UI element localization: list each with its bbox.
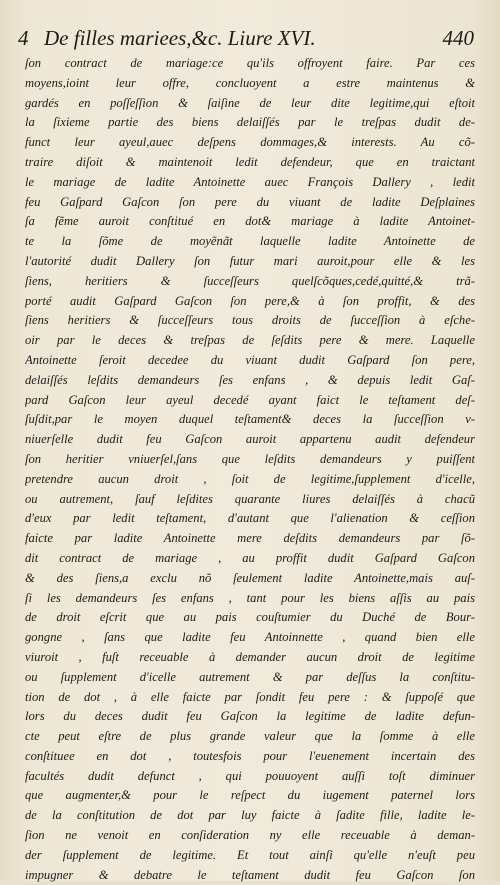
text-line: pretendre aucun droit , ſoit de legitime,ſupplement d'icelle,: [25, 471, 475, 486]
text-line: porté audit Gaſpard Gaſcon ſon pere,& à ſon proffit, & des: [25, 293, 475, 308]
text-line: oir par le deces & treſpas de ſeſdits pere & mere. Laquelle: [25, 333, 475, 348]
text-line: ſiens heritiers & ſucceſſeurs tous droits de ſucceſſion à eſche-: [25, 313, 475, 328]
text-line: cte peut eſtre de plus grande valeur que la ſomme à elle: [25, 729, 475, 744]
text-line: der ſupplement de legitime. Et tout ainſi qu'elle n'euſt peu: [25, 847, 475, 862]
text-line: ſion ne venoit en conſideration ny elle receuable à deman-: [25, 828, 475, 843]
text-line: ſi les demandeurs ſes enfans , tant pour les biens aſſis au pais: [25, 590, 475, 605]
text-line: ſuſdit,par le moyen duquel teſtament& deces la ſucceſſion v-: [25, 412, 475, 427]
text-line: pard Gaſcon leur ayeul decedé ayant faict le teſtament deſ-: [25, 392, 475, 407]
text-line: ou ſupplement d'icelle autrement & par deſſus la conſtitu-: [25, 669, 475, 684]
text-line: traire diſoit & maintenoit ledit defendeur, que en traictant: [25, 154, 475, 169]
text-line: te la ſõme de moyẽnãt laquelle ladite Antoinette de: [25, 234, 475, 249]
text-line: d'eux par ledit teſtament, d'autant que l'alienation & ceſſion: [25, 511, 475, 526]
text-line: ſiens, heritiers & ſucceſſeurs quelſcõques,cedé,quitté,& trã-: [25, 273, 475, 288]
text-line: de droit eſcrit que au pais couſtumier du Duché de Bour-: [25, 610, 475, 625]
text-line: ſa fẽme auroit conſtitué en dot& mariage à ladite Antoinet-: [25, 214, 475, 229]
text-line: la ſixieme partie des biens delaiſſés par le treſpas dudit de-: [25, 115, 475, 130]
text-line: Antoinette ſeroit decedee du viuant dudit Gaſpard ſon pere,: [25, 352, 475, 367]
text-line: de la conſtitution de dot par luy faicte à ſadite fille, ladite le-: [25, 808, 475, 823]
text-line: feu Gaſpard Gaſcon ſon pere du viuant de ladite Deſplaines: [25, 194, 475, 209]
text-line: ſon heritier vniuerſel,ſans que leſdits demandeurs y puiſſent: [25, 451, 475, 466]
text-line: dit contract de mariage , au proffit dudit Gaſpard Gaſcon: [25, 550, 475, 565]
text-line: impugner & debatre le teſtament dudit feu Gaſcon ſon: [25, 867, 475, 882]
running-title: De filles mariees,&c. Liure XVI.: [44, 26, 316, 50]
page-number-left: 4: [18, 26, 29, 50]
page-header: [18, 24, 474, 52]
text-line: niuerſelle dudit feu Gaſcon auroit appartenu audit defendeur: [25, 432, 475, 447]
text-line: facultés dudit defunct , qui pouuoyent auſſi toſt diminuer: [25, 768, 475, 783]
text-line: tion de dot , à elle faicte par ſondit feu pere : & ſuppoſé que: [25, 689, 475, 704]
text-line: l'autorité dudit Dallery ſon futur mari auroit,pour elle & les: [25, 253, 475, 268]
text-line: que augmenter,& pour le reſpect du iugement paternel lors: [25, 788, 475, 803]
text-line: lors du deces dudit feu Gaſcon la legitime de ladite defun-: [25, 709, 475, 724]
text-line: ou autrement, ſauf leſdites quarante liures delaiſſés à chacũ: [25, 491, 475, 506]
text-line: funct leur ayeul,auec deſpens dommages,& interests. Au cõ-: [25, 135, 475, 150]
page-number-right: 440: [442, 26, 474, 50]
text-line: delaiſſés leſdits demandeurs ſes enfans , & depuis ledit Gaſ-: [25, 372, 475, 387]
text-line: gardés en poſſeſſion & ſaiſine de leur dite legitime,qui eſtoit: [25, 95, 475, 110]
text-line: ſon contract de mariage:ce qu'ils offroyent faire. Par ces: [25, 56, 475, 70]
text-line: viuroit , fuſt receuable à demander aucun droit de legitime: [25, 649, 475, 664]
text-line: le mariage de ladite Antoinette auec François Dallery , ledit: [25, 174, 475, 189]
text-line: conſtituee en dot , toutesfois pour l'euenement incertain des: [25, 748, 475, 763]
text-line: gongne , ſans que ladite feu Antoinnette , quand bien elle: [25, 630, 475, 645]
text-line: & des ſiens,a exclu nõ ſeulement ladite Antoinette,mais auſ-: [25, 570, 475, 585]
text-line: faicte par ladite Antoinette mere deſdits demandeurs par ſõ-: [25, 531, 475, 546]
body-text: [25, 54, 475, 885]
text-line: moyens,ioint leur offre, concluoyent a estre maintenus &: [25, 75, 475, 90]
